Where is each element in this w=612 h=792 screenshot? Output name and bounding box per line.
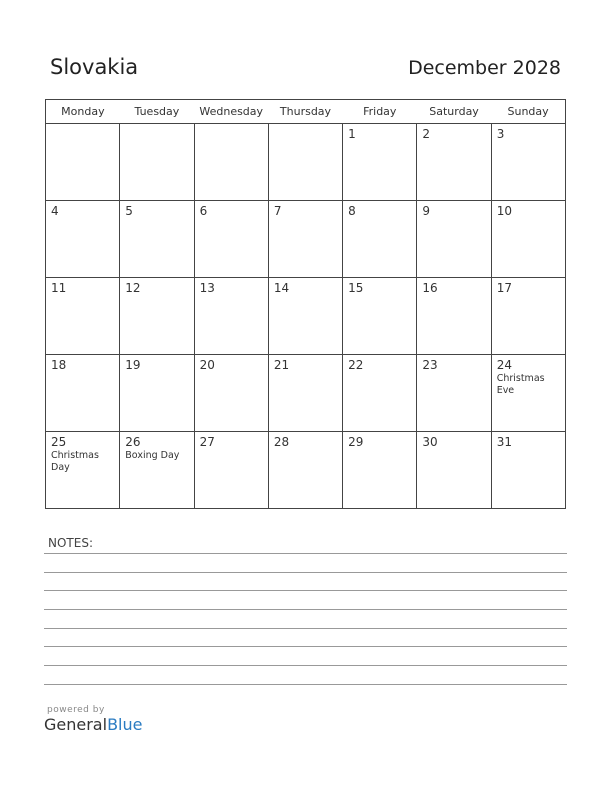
day-cell	[343, 432, 417, 509]
day-number: 20	[199, 358, 215, 372]
weekday-header: Sunday	[491, 100, 565, 124]
weekday-header: Thursday	[268, 100, 342, 124]
day-cell	[417, 201, 491, 278]
generalblue-logo	[44, 715, 142, 734]
day-number: 28	[273, 435, 290, 449]
day-cell	[120, 201, 194, 278]
day-cell	[417, 278, 491, 355]
day-number: 17	[496, 281, 512, 295]
day-cell	[46, 124, 120, 201]
day-number: 26	[125, 435, 141, 449]
day-cell	[194, 432, 268, 509]
day-cell	[268, 201, 342, 278]
day-number: 2	[422, 127, 431, 141]
day-cell	[46, 278, 120, 355]
week-row	[46, 432, 566, 509]
week-row	[46, 278, 566, 355]
day-cell	[417, 432, 491, 509]
holiday-label: Boxing Day	[125, 450, 180, 461]
day-cell	[194, 124, 268, 201]
logo-blue: Blue	[107, 715, 143, 734]
notes-line	[44, 665, 567, 666]
week-row	[46, 355, 566, 432]
day-number: 4	[51, 204, 59, 218]
day-number: 1	[348, 127, 356, 141]
day-cell	[194, 355, 268, 432]
day-cell	[268, 124, 342, 201]
powered-by-text: powered by	[47, 705, 105, 715]
holiday-label: Christmas Day	[51, 450, 99, 473]
day-number: 3	[496, 127, 505, 141]
day-number: 15	[348, 281, 364, 295]
day-cell	[46, 432, 120, 509]
day-cell	[120, 124, 194, 201]
weekday-header: Saturday	[417, 100, 491, 124]
day-number: 16	[422, 281, 438, 295]
day-cell	[194, 278, 268, 355]
notes-line	[44, 572, 567, 573]
day-cell	[491, 124, 565, 201]
weekday-header: Friday	[343, 100, 417, 124]
weekday-header: Wednesday	[194, 100, 268, 124]
weekday-header: Monday	[46, 100, 120, 124]
day-number: 10	[496, 204, 512, 218]
notes-line	[44, 684, 567, 685]
week-row	[46, 201, 566, 278]
month-year-title: December 2028	[408, 57, 561, 79]
day-number: 12	[125, 281, 141, 295]
day-cell	[120, 278, 194, 355]
day-number: 5	[125, 204, 133, 218]
day-number: 27	[199, 435, 215, 449]
notes-line	[44, 590, 567, 591]
day-cell	[46, 355, 120, 432]
day-cell	[491, 278, 565, 355]
weekday-header-row	[46, 100, 566, 124]
day-cell	[417, 124, 491, 201]
day-number: 29	[348, 435, 364, 449]
day-cell	[120, 432, 194, 509]
day-number: 13	[199, 281, 215, 295]
day-number: 21	[273, 358, 290, 372]
notes-line	[44, 628, 567, 629]
day-cell	[343, 278, 417, 355]
day-number: 23	[422, 358, 438, 372]
day-cell	[343, 355, 417, 432]
day-cell	[194, 201, 268, 278]
notes-label: NOTES:	[48, 536, 93, 550]
day-cell	[268, 432, 342, 509]
notes-line	[44, 553, 567, 554]
day-number: 18	[51, 358, 67, 372]
day-number: 24	[496, 358, 512, 372]
week-row	[46, 124, 566, 201]
weekday-header: Tuesday	[120, 100, 194, 124]
day-cell	[46, 201, 120, 278]
day-cell	[268, 278, 342, 355]
day-number: 25	[51, 435, 67, 449]
holiday-label: Christmas Eve	[496, 373, 545, 396]
day-number: 8	[348, 204, 356, 218]
day-number: 7	[273, 204, 282, 218]
notes-line	[44, 609, 567, 610]
day-number: 6	[199, 204, 208, 218]
day-cell	[417, 355, 491, 432]
day-number: 11	[51, 281, 67, 295]
logo-general: General	[44, 715, 108, 734]
notes-line	[44, 646, 567, 647]
calendar-grid	[45, 99, 566, 509]
day-number: 22	[348, 358, 364, 372]
day-cell	[343, 124, 417, 201]
day-number: 9	[422, 204, 431, 218]
day-cell	[343, 201, 417, 278]
day-cell	[268, 355, 342, 432]
day-number: 31	[496, 435, 512, 449]
day-cell	[120, 355, 194, 432]
day-cell	[491, 432, 565, 509]
day-number: 19	[125, 358, 141, 372]
day-cell	[491, 201, 565, 278]
brand-footer	[44, 705, 142, 734]
day-cell	[491, 355, 565, 432]
day-number: 14	[273, 281, 290, 295]
day-number: 30	[422, 435, 438, 449]
country-title: Slovakia	[50, 55, 139, 79]
